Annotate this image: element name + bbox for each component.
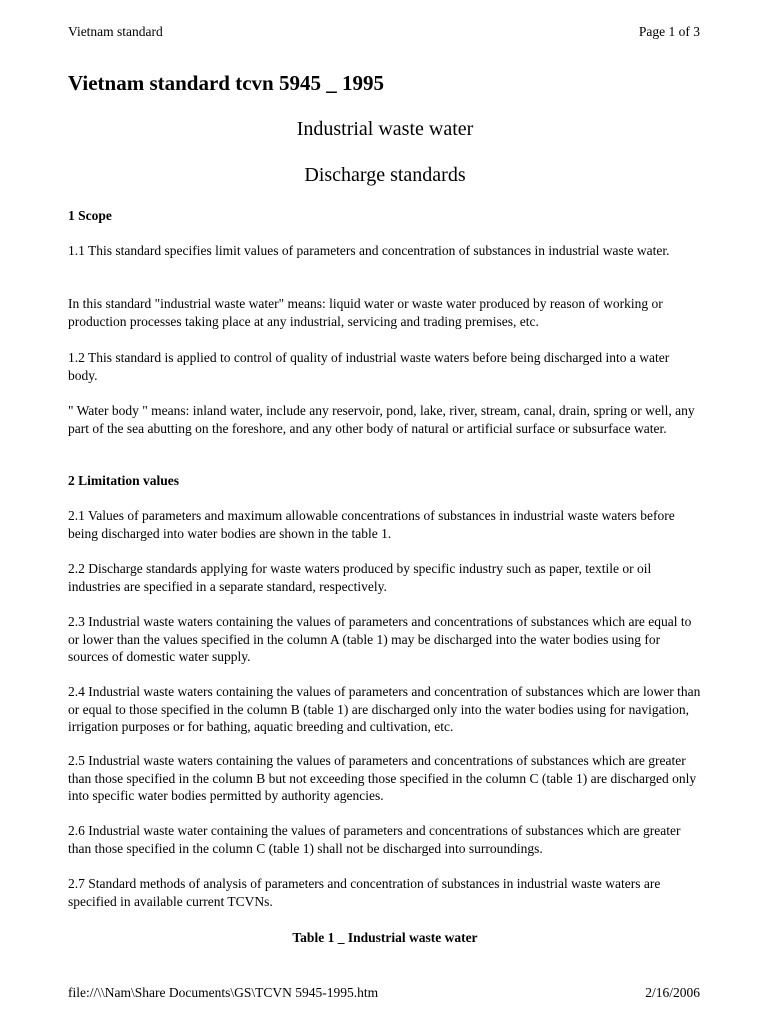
- paragraph-1-1: 1.1 This standard specifies limit values of parameters and concentration of substances in industrial waste water.: [68, 243, 670, 258]
- paragraph-definition-water-body: " Water body " means: inland water, include any reservoir, pond, lake, river, stream, canal, drain, spring or well, any part of the sea abutting on the foreshore, and any other body of natural or artificial surface or subsurface water.: [68, 403, 695, 436]
- paragraph-2-4: 2.4 Industrial waste waters containing the values of parameters and concentration of substances which are lower than or equal to those specified in the column B (table 1) are discharged only into the water bodies using for navigation, irrigation purposes or for bathing, aquatic breeding and cultivation, etc.: [68, 684, 701, 735]
- section-heading-scope: 1 Scope: [68, 208, 112, 223]
- paragraph-2-6: 2.6 Industrial waste water containing the values of parameters and concentrations of substances which are greater than those specified in the column C (table 1) shall not be discharged into surroundings.: [68, 823, 681, 856]
- section-heading-limitation-values: 2 Limitation values: [68, 473, 180, 488]
- paragraph-2-2: 2.2 Discharge standards applying for waste waters produced by specific industry such as paper, textile or oil industries are specified in a separate standard, respectively.: [68, 561, 652, 594]
- paragraph-2-1: 2.1 Values of parameters and maximum allowable concentrations of substances in industrial waste waters before being discharged into water bodies are shown in the table 1.: [68, 508, 675, 541]
- paragraph-1-2: 1.2 This standard is applied to control of quality of industrial waste waters before being discharged into a water body.: [68, 350, 670, 383]
- paragraph-2-5: 2.5 Industrial waste waters containing the values of parameters and concentrations of substances which are greater than those specified in the column B but not exceeding those specified in the column C (table 1) are discharged only into specific water bodies permitted by authority agencies.: [68, 753, 697, 804]
- paragraph-2-3: 2.3 Industrial waste waters containing the values of parameters and concentrations of substances which are equal to or lower than the values specified in the column A (table 1) may be discharged into the water bodies using for sources of domestic water supply.: [68, 614, 692, 665]
- document-subtitle: Industrial waste water: [296, 118, 474, 140]
- document-title: Vietnam standard tcvn 5945 _ 1995: [68, 71, 384, 95]
- table-caption: Table 1 _ Industrial waste water: [292, 930, 478, 945]
- paragraph-definition-waste-water: In this standard "industrial waste water" means: liquid water or waste water produced by reason of working or production processes taking place at any industrial, servicing and trading premises, etc.: [68, 296, 663, 329]
- header-title: Vietnam standard: [68, 24, 163, 39]
- document-subtitle-2: Discharge standards: [304, 164, 466, 186]
- paragraph-2-7: 2.7 Standard methods of analysis of parameters and concentration of substances in industrial waste waters are specified in available current TCVNs.: [68, 876, 661, 909]
- print-date: 2/16/2006: [645, 985, 700, 1000]
- file-path: file://\\Nam\Share Documents\GS\TCVN 5945-1995.htm: [68, 985, 379, 1000]
- page-number: Page 1 of 3: [638, 24, 700, 39]
